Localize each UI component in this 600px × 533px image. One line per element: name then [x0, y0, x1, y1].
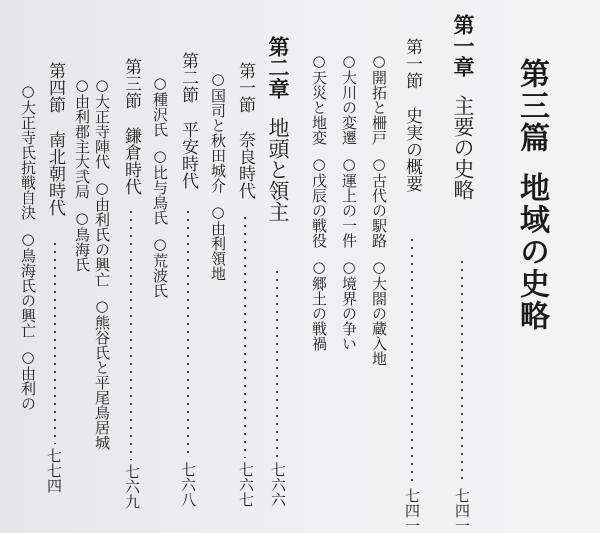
ch1-section-1-heading — [403, 38, 420, 192]
section-label: 第二節 — [178, 52, 198, 103]
list-item: ○国司と秋田城介 — [209, 70, 227, 193]
list-item: ○開拓と柵戸 — [370, 52, 388, 145]
list-item: ○大川の変遷 — [340, 52, 358, 145]
list-item: ○由利の — [19, 348, 37, 411]
chapter-2-title: 地頭と領主 — [266, 117, 290, 222]
chapter-1-title: 主要の史略 — [451, 95, 475, 200]
section-label: 第一節 — [235, 62, 255, 113]
section-label: 第四節 — [45, 62, 65, 113]
ch2-section-2-page: 七六八 — [179, 462, 197, 507]
ch2-section-1-leader-dots — [244, 214, 246, 458]
chapter-2-leader-dots — [276, 268, 278, 458]
list-item: ○由利領地 — [209, 203, 227, 281]
ch2-section-3-heading — [122, 58, 139, 195]
section-label: 第三節 — [121, 58, 141, 109]
ch2-section-2-heading — [179, 52, 196, 189]
item-list-column — [341, 52, 356, 351]
list-item: ○天災と地変 — [310, 52, 328, 145]
item-list-column — [94, 76, 109, 450]
list-item: ○古代の駅路 — [370, 155, 388, 248]
ch1-section-1-leader-dots — [411, 236, 413, 484]
section-title: 奈良時代 — [235, 131, 255, 199]
part-title — [514, 58, 549, 332]
list-item: ○大正寺陣代 — [93, 76, 111, 169]
ch2-section-1-page: 七六七 — [237, 462, 255, 507]
section-title: 史実の概要 — [402, 107, 422, 192]
part-name: 地域の史略 — [514, 172, 549, 332]
section-title: 南北朝時代 — [45, 131, 65, 216]
chapter-1-page: 七四一 — [453, 488, 471, 533]
list-item: ○鳥海氏 — [73, 209, 91, 272]
item-list-column — [371, 52, 386, 366]
section-title: 平安時代 — [178, 121, 198, 189]
ch2-section-2-leader-dots — [187, 208, 189, 458]
list-item: ○由利氏の興亡 — [93, 179, 111, 287]
item-list-column — [311, 52, 326, 351]
section-title: 鎌倉時代 — [121, 127, 141, 195]
list-item: ○種沢氏 — [151, 74, 169, 137]
list-item: ○熊谷氏と平尾鳥居城 — [93, 297, 111, 450]
chapter-1-heading — [452, 14, 474, 200]
item-list-column — [74, 76, 89, 272]
list-item: ○由利郡主大弐局 — [73, 76, 91, 199]
list-item: ○戊辰の戦役 — [310, 155, 328, 248]
item-list-column — [210, 70, 225, 281]
list-item: ○大正寺氏抗戦自決 — [19, 82, 37, 220]
list-item: ○荒波氏 — [151, 235, 169, 298]
list-item: ○鳥海氏の興亡 — [19, 230, 37, 338]
list-item: ○郷土の戦禍 — [310, 258, 328, 351]
chapter-1-leader-dots — [461, 258, 463, 484]
item-list-column — [20, 82, 35, 411]
ch2-section-3-page: 七六九 — [123, 464, 141, 509]
chapter-1-label: 第一章 — [451, 14, 476, 77]
ch2-section-3-leader-dots — [130, 208, 132, 460]
ch2-section-4-page: 七七四 — [45, 448, 63, 493]
ch2-section-4-leader-dots — [54, 240, 56, 444]
ch2-section-4-heading — [46, 62, 63, 216]
part-number: 第三篇 — [514, 58, 549, 154]
chapter-2-label: 第二章 — [266, 36, 291, 99]
list-item: ○比与鳥氏 — [151, 147, 169, 225]
list-item: ○運上の一件 — [340, 155, 358, 248]
item-list-column — [152, 74, 167, 298]
list-item: ○大閤の蔵入地 — [370, 258, 388, 366]
chapter-2-heading — [267, 36, 289, 222]
chapter-2-page: 七六六 — [269, 462, 287, 507]
ch1-section-1-page: 七四一 — [403, 488, 421, 533]
ch2-section-1-heading — [236, 62, 253, 199]
section-label: 第一節 — [402, 38, 422, 89]
list-item: ○境界の争い — [340, 258, 358, 351]
